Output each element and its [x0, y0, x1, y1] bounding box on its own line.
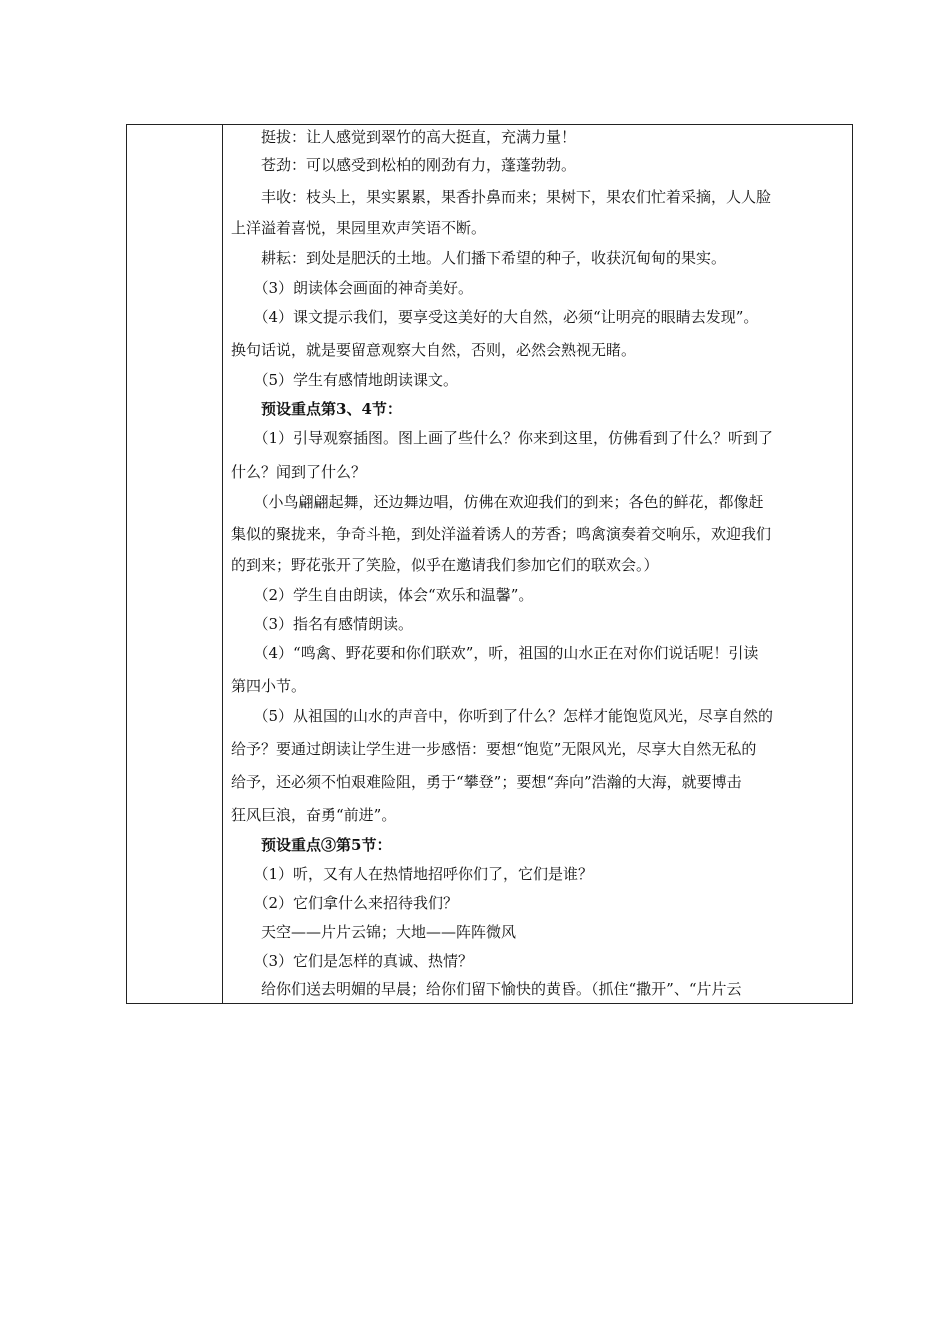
section-heading: 预设重点第3、4节： [231, 399, 402, 418]
text-line: （2）学生自由朗读，体会“欢乐和温馨”。 [231, 585, 534, 604]
text-line: 第四小节。 [231, 677, 307, 696]
text-line: 耕耘：到处是肥沃的土地。人们播下希望的种子，收获沉甸甸的果实。 [231, 249, 727, 268]
section-heading: 预设重点③第5节： [231, 835, 392, 854]
text-line: 给予，还必须不怕艰难险阻，勇于“攀登”；要想“奔向”浩瀚的大海，就要博击 [231, 772, 742, 791]
text-line: 挺拔：让人感觉到翠竹的高大挺直，充满力量！ [231, 128, 577, 147]
text-line: （小鸟翩翩起舞，还边舞边唱，仿佛在欢迎我们的到来；各色的鲜花，都像赶 [231, 492, 764, 511]
text-line: 给予？要通过朗读让学生进一步感悟：要想“饱览”无限风光，尽享大自然无私的 [231, 740, 757, 759]
text-line: （5）从祖国的山水的声音中，你听到了什么？怎样才能饱览风光，尽享自然的 [231, 707, 774, 726]
text-line: 苍劲：可以感受到松柏的刚劲有力，蓬蓬勃勃。 [231, 155, 577, 174]
text-line: 狂风巨浪，奋勇“前进”。 [231, 805, 397, 824]
text-line: （3）朗读体会画面的神奇美好。 [231, 278, 474, 297]
text-line: （1）引导观察插图。图上画了些什么？你来到这里，仿佛看到了什么？听到了 [231, 428, 774, 447]
text-line: （4）“鸣禽、野花要和你们联欢”，听，祖国的山水正在对你们说话呢！引读 [231, 644, 759, 663]
text-line: 上洋溢着喜悦，果园里欢声笑语不断。 [231, 219, 487, 238]
text-line: （2）它们拿什么来招待我们？ [231, 894, 459, 913]
text-line: 什么？闻到了什么？ [231, 462, 367, 481]
text-line: 给你们送去明媚的早晨；给你们留下愉快的黄昏。（抓住“撒开”、“片片云 [231, 980, 742, 998]
lesson-table [126, 124, 853, 1004]
text-line: （1）听，又有人在热情地招呼你们了，它们是谁？ [231, 865, 594, 884]
text-line: （3）它们是怎样的真诚、热情？ [231, 951, 474, 970]
text-line: （5）学生有感情地朗读课文。 [231, 371, 459, 390]
column-divider [222, 125, 223, 1003]
text-line: （3）指名有感情朗读。 [231, 614, 414, 633]
text-line: 丰收：枝头上，果实累累，果香扑鼻而来；果树下，果农们忙着采摘，人人脸 [231, 187, 772, 206]
text-line: 的到来；野花张开了笑脸，似乎在邀请我们参加它们的联欢会。） [231, 555, 659, 574]
text-line: （4）课文提示我们，要享受这美好的大自然，必须“让明亮的眼睛去发现”。 [231, 308, 759, 327]
text-line: 集似的聚拢来，争奇斗艳，到处洋溢着诱人的芳香；鸣禽演奏着交响乐，欢迎我们 [231, 525, 772, 544]
text-line: 天空——片片云锦；大地——阵阵微风 [231, 923, 517, 942]
text-line: 换句话说，就是要留意观察大自然，否则，必然会熟视无睹。 [231, 341, 637, 360]
